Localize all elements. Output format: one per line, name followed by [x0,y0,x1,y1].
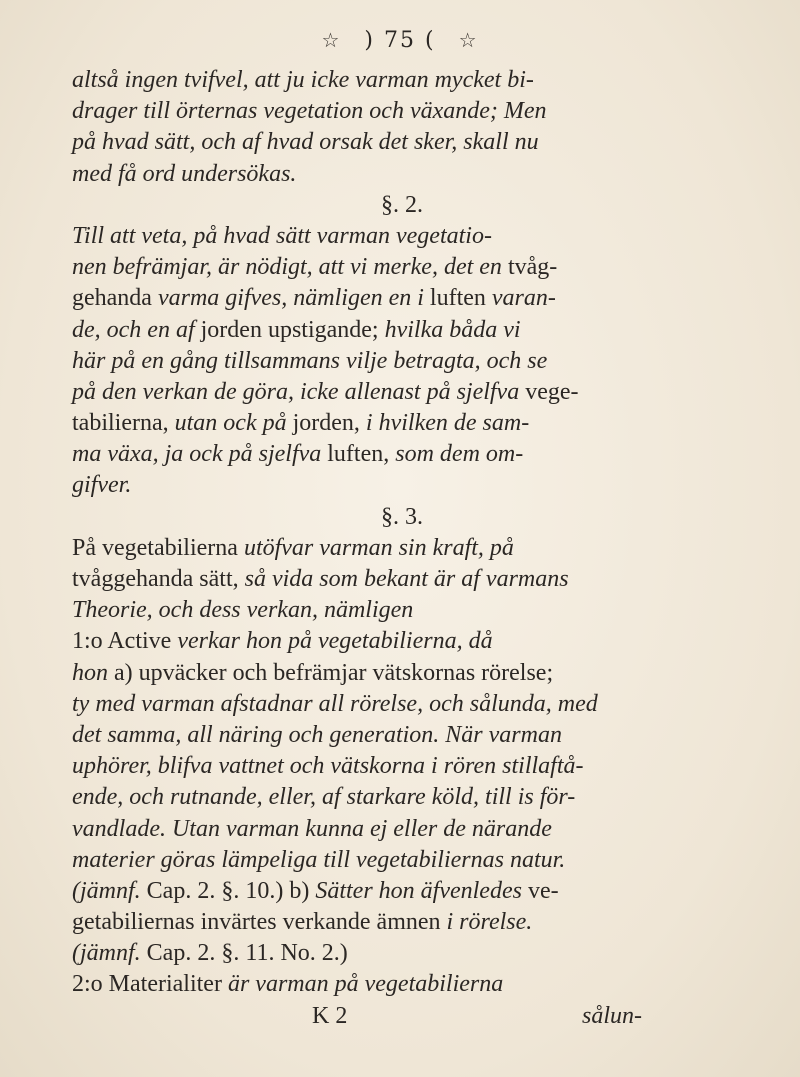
text-segment: uphörer, blifva vattnet och vätskorna i rören stillaftå- [72,753,584,780]
text-segment: hvilka båda vi [384,316,521,343]
text-line [72,720,732,751]
text-segment: Till att veta, på hvad sätt varman vegetatio- [72,222,492,249]
text-segment: utan ock på [174,410,293,437]
text-line [72,938,732,969]
text-line [72,96,732,127]
text-segment: det samma, all näring och generation. När varman [72,721,562,748]
text-line [72,814,732,845]
text-segment: ma växa, ja ock på sjelfva [72,441,328,468]
text-line [72,65,732,96]
text-line [72,845,732,876]
text-line [72,252,732,283]
text-segment: 2:o Materialiter [72,971,228,998]
text-segment: de, och en af [72,316,201,343]
text-segment: med få ord undersökas. [72,160,297,187]
text-segment: tabilierna, [72,410,175,437]
text-segment: ve- [527,877,559,904]
text-segment: §. 3. [381,503,423,530]
text-segment: på den verkan de göra, icke allenast på sjelfva [72,378,526,405]
body-text [72,65,732,1032]
text-segment: (jämnf. [72,877,147,904]
text-segment: 1:o Active [72,628,178,655]
text-segment: i hvilken de sam- [365,410,530,437]
text-line [72,315,732,346]
text-segment: Sätter hon äfvenledes [315,877,528,904]
text-segment: a) upväcker och befrämjar vätskornas rörelse; [114,659,554,686]
text-segment: getabiliernas invärtes verkande ämnen [72,909,447,936]
text-segment: ende, och rutnande, eller, af starkare köld, till is för- [72,784,576,811]
text-segment: nen befrämjar, är nödigt, att vi merke, det en [72,254,508,281]
text-segment: luften [429,285,492,312]
text-segment: drager till örternas vegetation och växande; Men [72,98,547,125]
text-segment: hon [72,659,114,686]
text-line [72,658,732,689]
text-line [72,470,732,501]
text-segment: vege- [525,378,579,405]
text-segment: på hvad sätt, och af hvad orsak det sker, skall nu [72,129,539,156]
text-segment: jorden, [292,410,366,437]
star-ornament-right-icon: ☆ [458,28,479,52]
text-line [72,159,732,190]
section-heading [72,190,732,221]
text-line [72,626,732,657]
text-segment: Theorie, och dess verkan, nämligen [72,597,414,624]
page-header [0,28,800,53]
text-segment: gifver. [72,472,132,499]
text-segment: i rörelse. [446,909,533,936]
text-line [72,408,732,439]
text-line [72,283,732,314]
text-line [72,689,732,720]
page-number: ) 75 ( [364,28,436,53]
text-segment: här på en gång tillsammans vilje betragta, och se [72,347,548,374]
text-line [72,346,732,377]
text-line [72,595,732,626]
star-ornament-left-icon: ☆ [321,28,342,52]
text-line [72,969,732,1000]
text-segment: gehanda [72,285,158,312]
text-segment: tvåggehanda sätt, [72,566,245,592]
text-segment: varma gifves, nämligen en i [157,285,430,312]
text-segment: luften, [327,441,396,468]
signature-mark: K 2 [312,1002,348,1029]
text-line [72,782,732,813]
text-line [72,127,732,158]
section-heading [72,502,732,533]
text-line [72,876,732,907]
text-segment: varan- [491,285,556,312]
text-segment: jorden upstigande; [200,316,385,343]
text-segment: Cap. 2. §. 11. No. 2.) [146,940,348,967]
text-line [72,907,732,938]
text-segment: så vida som bekant är af varmans [244,566,569,592]
text-line [72,439,732,470]
text-segment: På vegetabilierna [72,534,244,561]
text-segment: altså ingen tvifvel, att ju icke varman mycket bi- [72,67,534,93]
text-segment: (jämnf. [72,940,147,967]
footer-line [72,1001,732,1032]
text-segment: verkar hon på vegetabilierna, då [177,628,493,655]
text-segment: tvåg- [507,254,558,281]
text-line [72,751,732,782]
text-segment: som dem om- [395,441,524,468]
text-segment: vandlade. Utan varman kunna ej eller de närande [72,815,552,842]
text-segment: utöfvar varman sin kraft, på [243,534,514,561]
text-line [72,377,732,408]
text-segment: är varman på vegetabilierna [227,971,504,998]
catchword: sålun- [582,1002,642,1029]
text-segment: ty med varman afstadnar all rörelse, och sålunda, med [72,690,598,717]
text-line [72,533,732,564]
text-segment: §. 2. [381,191,423,218]
text-line [72,564,732,595]
text-segment: materier göras lämpeliga till vegetabiliernas natur. [72,846,566,873]
text-segment: Cap. 2. §. 10.) b) [146,877,316,904]
text-line [72,221,732,252]
